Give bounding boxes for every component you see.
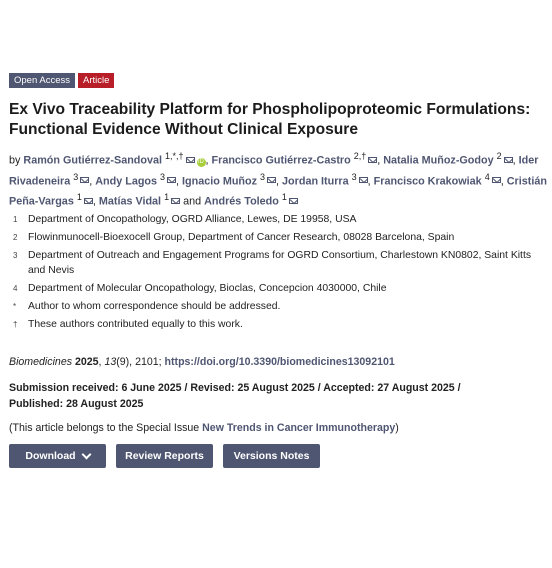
journal-name: Biomedicines [9,356,73,368]
open-access-badge[interactable]: Open Access [9,73,75,88]
mail-icon[interactable] [167,177,176,183]
author-name[interactable]: Francisco Gutiérrez-Castro [211,154,351,167]
special-issue-prefix: (This article belongs to the Special Issue [9,422,200,434]
and-label: and [183,195,202,208]
affiliation-item [9,212,549,227]
affiliation-text: Author to whom correspondence should be addressed. [28,301,281,312]
affiliation-text: Department of Molecular Oncopathology, Bioclas, Concepcion 4030000, Chile [28,283,387,294]
article-title: Ex Vivo Traceability Platform for Phospholipoproteomic Formulations: Functional Evidence Without Clinical Exposure [9,101,531,138]
badges [9,73,114,88]
author-affiliation-marker: 1,*,† [165,151,184,161]
mail-icon[interactable] [359,177,368,183]
download-label: Download [25,450,76,462]
author-name[interactable]: Matías Vidal [98,195,162,208]
affiliation-text: Department of Outreach and Engagement Programs for OGRD Consortium, Charlestown KN0802, Saint Kitts and Nevis [28,250,532,276]
special-issue-note [9,422,549,434]
author-affiliation-marker: 1 [164,192,170,203]
author-name[interactable]: Natalia Muñoz-Godoy [383,154,494,167]
doi-link[interactable]: https://doi.org/10.3390/biomedicines13092101 [164,356,395,368]
author-list: by Ramón Gutiérrez-Sandoval $^{1,*,\dagger}$iD , Francisco Gutiérrez-Castro $^{2,\dagger}$ , Natalia Muñoz-Godoy $^2$ , Ider Rivadeneira $^3$ , Andy Lagos $^3$ , Ignacio Muñoz $^3$ , Jordan Iturra $^3$ , Francisco Krakowiak $^4$ , Cristián Peña-Vargas $^1$ , Matías Vidal $^1$ and Andrés Toledo $^1$ [9,151,547,208]
citation-volume: 13 [104,356,117,368]
author-name[interactable]: Ramón Gutiérrez-Sandoval [23,154,162,167]
review-reports-label: Review Reports [125,450,204,462]
chevron-down-icon [81,449,91,459]
affiliation-text: Flowinmunocell-Bioexocell Group, Department of Cancer Research, 08028 Barcelona, Spain [28,232,455,243]
publication-dates: Submission received: 6 June 2025 / Revised: 25 August 2025 / Accepted: 27 August 2025 / Published: 28 August 2025 [9,382,461,410]
affiliation-marker: † [13,320,18,329]
author-name[interactable]: Andy Lagos [95,175,158,188]
affiliation-item [9,299,549,314]
author-affiliation-marker: 3 [73,171,79,182]
author-name[interactable]: Ignacio Muñoz [182,175,258,188]
affiliation-item [9,317,549,332]
mail-icon[interactable] [80,177,89,183]
affiliation-item [9,281,549,296]
mail-icon[interactable] [504,157,513,163]
citation-issue-pages: (9), 2101; [116,356,162,368]
author-affiliation-marker: 3 [351,171,357,182]
citation-year: 2025 [74,356,99,368]
author-affiliation-marker: 4 [484,171,490,182]
author-name[interactable]: Francisco Krakowiak [373,175,482,188]
author-affiliation-marker: 2,† [353,151,367,161]
action-buttons [9,444,320,468]
mail-icon[interactable] [289,198,298,204]
article-type-badge[interactable]: Article [78,73,114,88]
mail-icon[interactable] [84,198,93,204]
author-name[interactable]: Ider Rivadeneira [9,154,539,188]
affiliation-marker: 4 [13,284,18,293]
versions-notes-label: Versions Notes [233,450,310,462]
author-name[interactable]: Andrés Toledo [204,195,279,208]
affiliations-list [9,212,549,335]
author-affiliation-marker: 3 [260,171,266,182]
mail-icon[interactable] [267,177,276,183]
affiliation-marker: 3 [13,251,18,260]
author-affiliation-marker: 2 [496,151,502,161]
mail-icon[interactable] [171,198,180,204]
affiliation-marker: 2 [13,233,18,242]
by-label: by [9,154,21,167]
author-affiliation-marker: 1 [281,192,287,203]
mail-icon[interactable] [368,157,377,163]
affiliation-text: Department of Oncopathology, OGRD Alliance, Lewes, DE 19958, USA [28,214,357,225]
mail-icon[interactable] [186,157,195,163]
author-name[interactable]: Cristián Peña-Vargas [9,175,547,208]
author-affiliation-marker: 3 [160,171,166,182]
review-reports-button[interactable] [116,444,213,468]
affiliation-item [9,248,549,278]
orcid-icon[interactable]: iD [198,158,204,165]
affiliation-text: These authors contributed equally to this work. [28,319,243,330]
mail-icon[interactable] [492,177,501,183]
affiliation-marker: * [13,302,17,311]
versions-notes-button[interactable] [223,444,320,468]
special-issue-suffix: ) [395,422,399,434]
author-affiliation-marker: 1 [76,192,82,203]
affiliation-marker: 1 [13,215,18,224]
affiliation-item [9,230,549,245]
special-issue-link[interactable]: New Trends in Cancer Immunotherapy [202,422,396,434]
author-name[interactable]: Jordan Iturra [282,175,349,188]
citation: Biomedicines 2025, 13(9), 2101; https://doi.org/10.3390/biomedicines13092101 [9,356,395,368]
download-button[interactable] [9,444,106,468]
